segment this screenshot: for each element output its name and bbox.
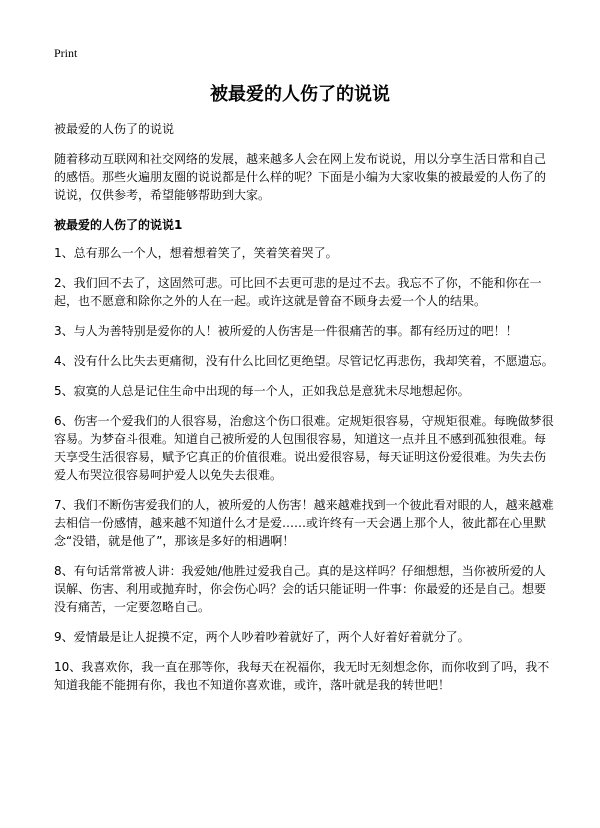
list-item: 7、我们不断伤害爱我们的人，被所爱的人伤害！越来越难找到一个彼此看对眼的人，越来越难去相信一份感情，越来越不知道什么才是爱……或许终有一天会遇上那个人，彼此都在心里默念“没错，就是他了”，那该是多好的相遇啊！ <box>54 498 554 548</box>
page-title: 被最爱的人伤了的说说 <box>210 84 390 105</box>
list-item: 5、寂寞的人总是记住生命中出现的每一个人，正如我总是意犹未尽地想起你。 <box>54 384 470 398</box>
list-item: 4、没有什么比失去更痛彻，没有什么比回忆更绝望。尽管记忆再悲伤，我却笑着，不愿遗忘。 <box>54 354 554 368</box>
list-item: 8、有句话常常被人讲：我爱她/他胜过爱我自己。真的是这样吗？仔细想想，当你被所爱的人误解、伤害、利用或抛弃时，你会伤心吗？会的话只能证明一件事：你最爱的还是自己。想要没有痛苦，一定要忽略自己。 <box>54 564 547 614</box>
list-item: 10、我喜欢你，我一直在那等你，我每天在祝福你，我无时无刻想念你，而你收到了吗，我不知道我能不能拥有你，我也不知道你喜欢谁，或许，落叶就是我的转世吧！ <box>54 660 550 692</box>
section-heading: 被最爱的人伤了的说说1 <box>54 218 183 232</box>
article-intro: 随着移动互联网和社交网络的发展，越来越多人会在网上发布说说，用以分享生活日常和自己的感悟。那些火遍朋友圈的说说都是什么样的呢？下面是小编为大家收集的被最爱的人伤了的说说，仅供参考，希望能够帮助到大家。 <box>54 152 547 202</box>
list-item: 1、总有那么一个人，想着想着笑了，笑着笑着哭了。 <box>54 246 338 260</box>
list-item: 9、爱情最是让人捉摸不定，两个人吵着吵着就好了，两个人好着好着就分了。 <box>54 630 470 644</box>
article-subtitle: 被最爱的人伤了的说说 <box>54 122 175 136</box>
list-item: 6、伤害一个爱我们的人很容易，治愈这个伤口很难。定规矩很容易，守规矩很难。每晚做梦很容易。为梦奋斗很难。知道自己被所爱的人包围很容易，知道这一点并且不感到孤独很难。每天享受生活很容易，赋予它真正的价值很难。说出爱很容易，每天证明这份爱很难。为失去伤爱人布哭泣很容易呵护爱人以免失去很难。 <box>54 414 554 482</box>
list-item: 2、我们回不去了，这固然可悲。可比回不去更可悲的是过不去。我忘不了你，不能和你在一起，也不愿意和除你之外的人在一起。或许这就是曾奋不顾身去爱一个人的结果。 <box>54 276 542 308</box>
print-label[interactable]: Print <box>54 46 78 60</box>
article-body <box>54 120 554 706</box>
list-item: 3、与人为善特别是爱你的人！被所爱的人伤害是一件很痛苦的事。都有经历过的吧！！ <box>54 324 518 338</box>
